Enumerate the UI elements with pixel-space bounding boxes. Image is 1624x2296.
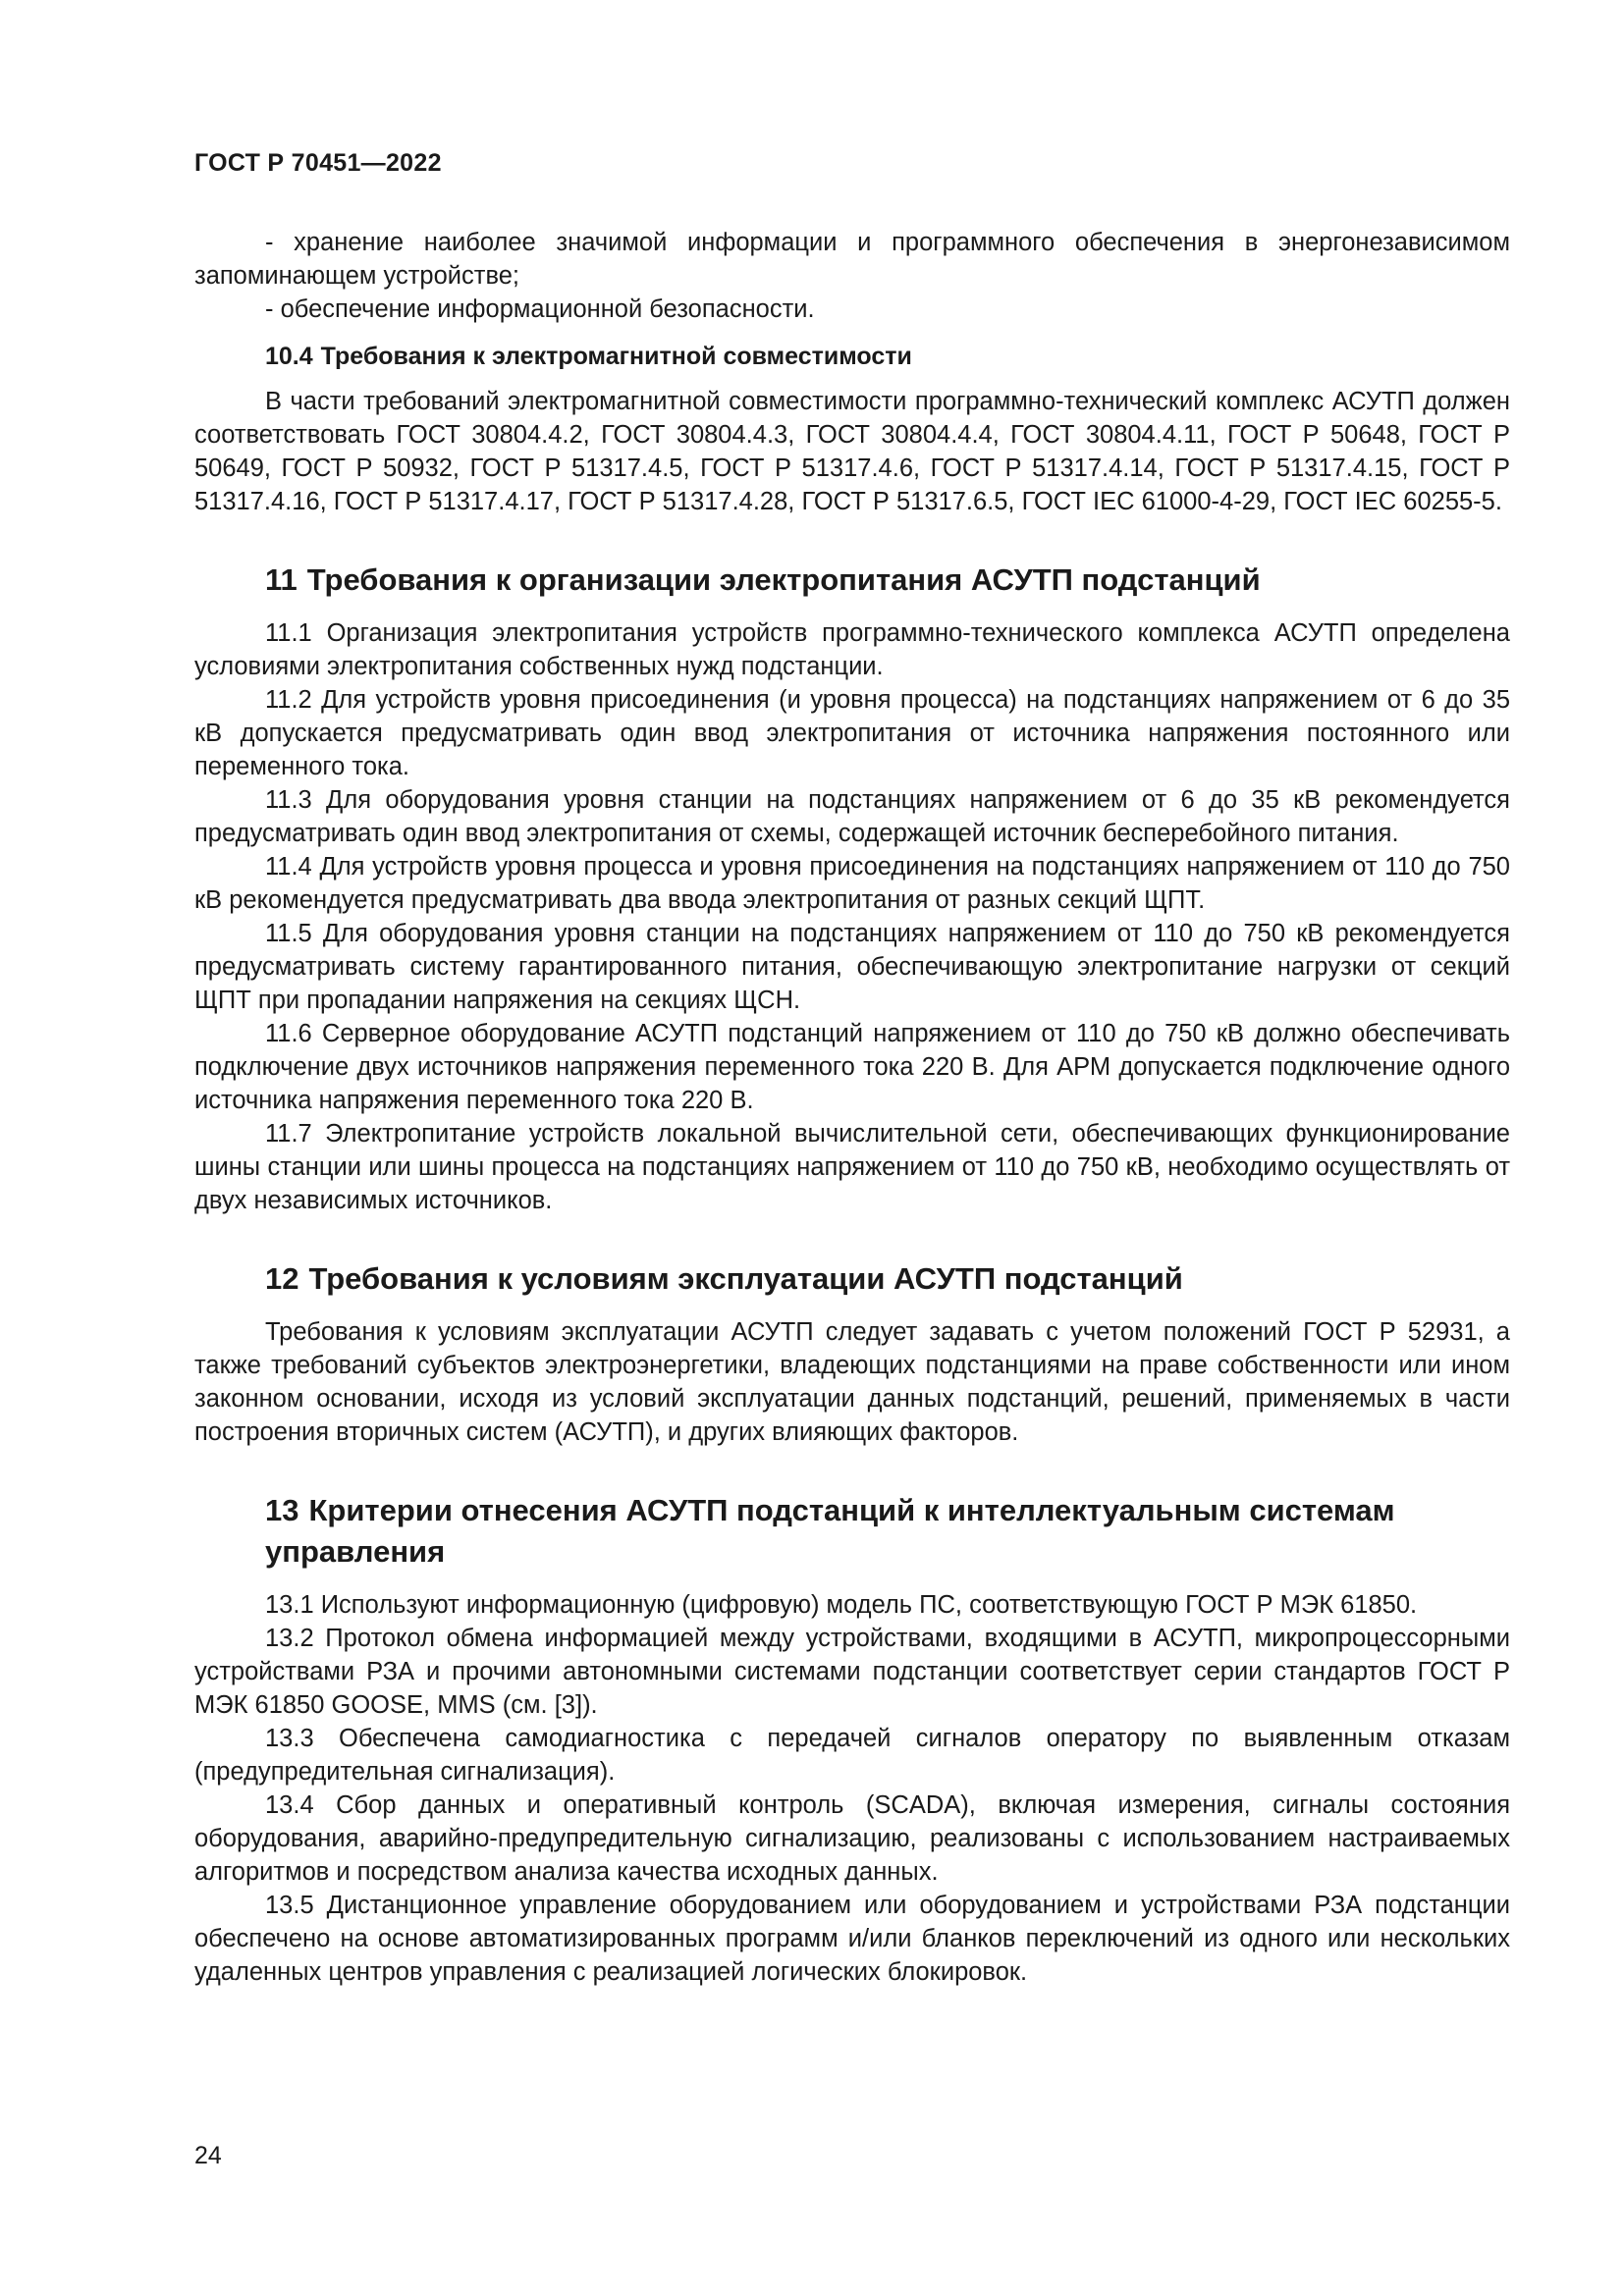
intro-item-1: - хранение наиболее значимой информации и программного обеспечения в энергонезависимом запоминающем устройстве; — [194, 229, 1510, 290]
section-11-paragraph: 11.3 Для оборудования уровня станции на подстанциях напряжением от 6 до 35 кВ рекомендуется предусматривать один ввод электропитания от схемы, содержащей источник бесперебойного питания. — [194, 786, 1510, 847]
section-13-title: Критерии отнесения АСУТП подстанций к интеллектуальным системам управления — [265, 1493, 1395, 1569]
section-11-number: 11 — [265, 562, 298, 597]
section-12-paragraph: Требования к условиям эксплуатации АСУТП следует задавать с учетом положений ГОСТ Р 52931, а также требований субъектов электроэнергетики, владеющих подстанциями на праве собственности или ином законном основании, исходя из условий эксплуатации данных подстанций, решений, применяемых в части построения вторичных систем (АСУТП), и других влияющих факторов. — [194, 1318, 1510, 1446]
section-13-paragraph: 13.2 Протокол обмена информацией между устройствами, входящими в АСУТП, микропроцессорными устройствами РЗА и прочими автономными системами подстанции соответствует серии стандартов ГОСТ Р МЭК 61850 GOOSE, MMS (см. [3]). — [194, 1625, 1510, 1719]
section-11-paragraph: 11.2 Для устройств уровня присоединения (и уровня процесса) на подстанциях напряжением от 6 до 35 кВ допускается предусматривать один ввод электропитания от источника напряжения постоянного или переменного тока. — [194, 686, 1510, 780]
section-13-paragraph: 13.3 Обеспечена самодиагностика с передачей сигналов оператору по выявленным отказам (предупредительная сигнализация). — [194, 1725, 1510, 1786]
section-12-number: 12 — [265, 1261, 299, 1296]
document-body — [194, 226, 1510, 1989]
section-13-heading — [265, 1490, 1510, 1573]
page-number: 24 — [194, 2142, 222, 2169]
section-11-paragraph: 11.5 Для оборудования уровня станции на подстанциях напряжением от 110 до 750 кВ рекомендуется предусматривать систему гарантированного питания, обеспечивающую электропитание нагрузки от секций ЩПТ при пропадании напряжения на секциях ЩСН. — [194, 920, 1510, 1014]
section-11-heading — [265, 560, 1510, 601]
section-11-paragraph: 11.6 Серверное оборудование АСУТП подстанций напряжением от 110 до 750 кВ должно обеспечивать подключение двух источников напряжения переменного тока 220 В. Для АРМ допускается подключение одного источника напряжения переменного тока 220 В. — [194, 1020, 1510, 1114]
section-13-paragraph: 13.4 Сбор данных и оперативный контроль (SCADA), включая измерения, сигналы состояния оборудования, аварийно-предупредительную сигнализацию, реализованы с использованием настраиваемых алгоритмов и посредством анализа качества исходных данных. — [194, 1791, 1510, 1886]
section-13-paragraph: 13.5 Дистанционное управление оборудованием или оборудованием и устройствами РЗА подстанции обеспечено на основе автоматизированных программ и/или бланков переключений из одного или нескольких удаленных центров управления с реализацией логических блокировок. — [194, 1892, 1510, 1986]
section-11-paragraph: 11.7 Электропитание устройств локальной вычислительной сети, обеспечивающих функционирование шины станции или шины процесса на подстанциях напряжением от 110 до 750 кВ, необходимо осуществлять от двух независимых источников. — [194, 1120, 1510, 1214]
subsection-10-4-number: 10.4 — [265, 343, 313, 370]
subsection-10-4-heading — [194, 340, 1510, 373]
section-12-heading — [265, 1258, 1510, 1300]
section-11-title: Требования к организации электропитания АСУТП подстанций — [306, 562, 1261, 597]
section-13-paragraph: 13.1 Используют информационную (цифровую) модель ПС, соответствующую ГОСТ Р МЭК 61850. — [265, 1591, 1418, 1619]
intro-item-2: - обеспечение информационной безопасности. — [265, 295, 815, 323]
subsection-10-4-paragraph: В части требований электромагнитной совместимости программно-технический комплекс АСУТП должен соответствовать ГОСТ 30804.4.2, ГОСТ 30804.4.3, ГОСТ 30804.4.4, ГОСТ 30804.4.11, ГОСТ Р 50648, ГОСТ Р 50649, ГОСТ Р 50932, ГОСТ Р 51317.4.5, ГОСТ Р 51317.4.6, ГОСТ Р 51317.4.14, ГОСТ Р 51317.4.15, ГОСТ Р 51317.4.16, ГОСТ Р 51317.4.17, ГОСТ Р 51317.4.28, ГОСТ Р 51317.6.5, ГОСТ IEC 61000-4-29, ГОСТ IEC 60255-5. — [194, 388, 1510, 515]
section-11-paragraph: 11.4 Для устройств уровня процесса и уровня присоединения на подстанциях напряжением от 110 до 750 кВ рекомендуется предусматривать два ввода электропитания от разных секций ЩПТ. — [194, 853, 1510, 914]
section-11-paragraph: 11.1 Организация электропитания устройств программно-технического комплекса АСУТП определена условиями электропитания собственных нужд подстанции. — [194, 619, 1510, 680]
document-header-code: ГОСТ Р 70451—2022 — [194, 149, 442, 177]
section-13-number: 13 — [265, 1493, 299, 1527]
subsection-10-4-title: Требования к электромагнитной совместимости — [320, 343, 912, 370]
section-12-title: Требования к условиям эксплуатации АСУТП подстанций — [308, 1261, 1183, 1296]
